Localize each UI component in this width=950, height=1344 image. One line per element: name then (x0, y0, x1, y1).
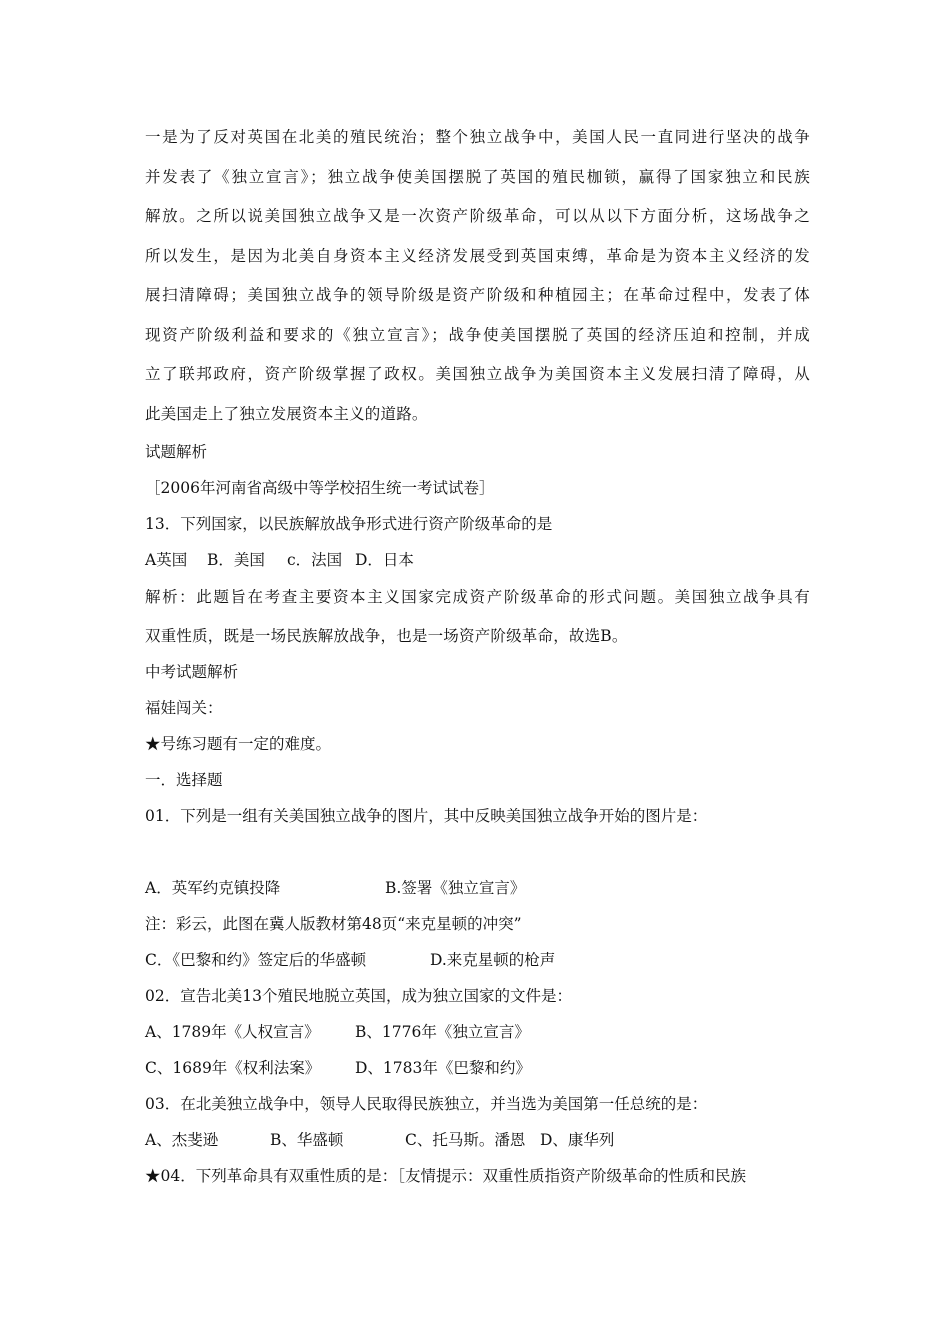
text-line: 展扫清障碍；美国独立战争的领导阶级是资产阶级和种植园主；在革命过程中，发表了体 (145, 286, 810, 304)
image-placeholder-gap (145, 834, 810, 870)
text-line: 并发表了《独立宣言》；独立战争使美国摆脱了英国的殖民枷锁，赢得了国家独立和民族 (145, 167, 810, 186)
text-line: 此美国走上了独立发展资本主义的道路。 (145, 404, 428, 423)
option-c: c．法国 (287, 551, 343, 569)
question-01: 01．下列是一组有关美国独立战争的图片，其中反映美国独立战争开始的图片是： (145, 806, 708, 825)
question-02: 02．宣告北美13个殖民地脱立英国，成为独立国家的文件是： (145, 986, 572, 1005)
question-01-options-ab (145, 870, 810, 906)
document-page (145, 118, 810, 1194)
option-a: A、1789年《人权宣言》 (145, 1022, 320, 1041)
exam-source: ［2006年河南省高级中等学校招生统一考试试卷］ (145, 479, 495, 497)
option-d: D、1783年《巴黎和约》 (355, 1058, 531, 1077)
option-b: B.签署《独立宣言》 (385, 878, 526, 897)
question-13-options (145, 542, 810, 578)
question-02-options-ab (145, 1014, 810, 1050)
fuwa-title: 福娃闯关： (145, 698, 223, 717)
question-01-note: 注：彩云，此图在冀人版教材第48页“来克星顿的冲突” (145, 914, 522, 933)
section-heading-exam-analysis: 试题解析 (145, 443, 208, 461)
question-01-options-cd (145, 942, 810, 978)
option-a: A．英军约克镇投降 (145, 878, 281, 897)
option-d: D．日本 (355, 551, 414, 569)
option-c: C、托马斯。潘恩 (405, 1130, 526, 1149)
question-03: 03．在北美独立战争中，领导人民取得民族独立，并当选为美国第一任总统的是： (145, 1094, 708, 1113)
question-13: 13．下列国家，以民族解放战争形式进行资产阶级革命的是 (145, 515, 553, 533)
option-a: A英国 (145, 551, 188, 569)
section-heading-zhongkao: 中考试题解析 (145, 662, 239, 681)
text-line: 现资产阶级利益和要求的《独立宣言》；战争使美国摆脱了英国的经济压迫和控制，并成 (145, 325, 810, 344)
option-a: A、杰斐逊 (145, 1130, 219, 1149)
question-02-options-cd (145, 1050, 810, 1086)
text-line: 一是为了反对英国在北美的殖民统治；整个独立战争中，美国人民一直同进行坚决的战争 (145, 128, 810, 146)
question-03-options (145, 1122, 810, 1158)
text-line: 双重性质，既是一场民族解放战争，也是一场资产阶级革命，故选B。 (145, 626, 628, 645)
option-b: B．美国 (207, 551, 265, 569)
option-c: C．《巴黎和约》签定后的华盛顿 (145, 950, 367, 969)
option-b: B、华盛顿 (270, 1130, 344, 1149)
option-c: C、1689年《权利法案》 (145, 1058, 321, 1077)
text-line: 所以发生，是因为北美自身资本主义经济发展受到英国束缚，革命是为资本主义经济的发 (145, 246, 810, 265)
text-line: 立了联邦政府，资产阶级掌握了政权。美国独立战争为美国资本主义发展扫清了障碍，从 (145, 365, 810, 383)
option-d: D.来克星顿的枪声 (430, 950, 556, 969)
option-d: D、康华列 (540, 1130, 615, 1149)
question-04: ★04．下列革命具有双重性质的是：［友情提示：双重性质指资产阶级革命的性质和民族 (145, 1166, 746, 1185)
text-line: 解析：此题旨在考查主要资本主义国家完成资产阶级革命的形式问题。美国独立战争具有 (145, 588, 810, 606)
answer-paragraph (145, 118, 810, 434)
star-note: ★号练习题有一定的难度。 (145, 734, 332, 753)
section-heading-choice: 一．选择题 (145, 770, 223, 789)
text-line: 解放。之所以说美国独立战争又是一次资产阶级革命，可以从以下方面分析，这场战争之 (145, 207, 810, 225)
option-b: B、1776年《独立宣言》 (355, 1022, 530, 1041)
analysis-paragraph (145, 578, 810, 654)
